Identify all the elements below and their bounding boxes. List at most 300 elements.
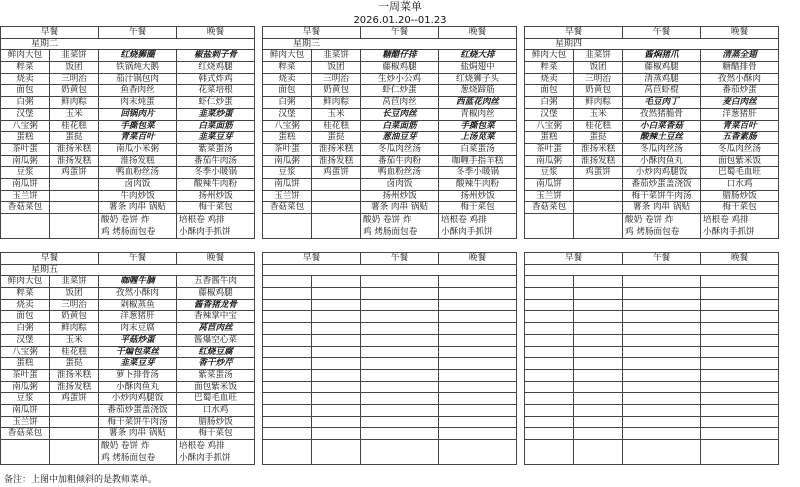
- breakfast-item: [312, 155, 361, 167]
- empty-cell: [263, 393, 312, 405]
- empty-cell: [263, 416, 312, 428]
- dinner-item-text: 香干炒芹: [198, 358, 233, 369]
- dinner-item: [439, 167, 517, 179]
- dinner-item-text: 巴蜀毛血旺: [718, 167, 762, 178]
- extra-line: 培根卷 鸡排: [441, 215, 487, 225]
- breakfast-item: [574, 97, 623, 109]
- spacer: [255, 27, 263, 39]
- dinner-item: [177, 85, 255, 97]
- extra-line: 酸奶 卷饼 炸: [101, 441, 150, 451]
- day-name-text: 星期四: [555, 38, 583, 49]
- empty-cell: [525, 346, 574, 358]
- breakfast-item: [312, 85, 361, 97]
- breakfast-item-text: 香菇菜包: [7, 428, 43, 439]
- breakfast-item-text: 蛋挞: [65, 132, 83, 143]
- food-row: [1, 288, 800, 300]
- spacer: [517, 108, 525, 120]
- empty-cell: [525, 288, 574, 300]
- spacer: [255, 346, 263, 358]
- lunch-item: [623, 97, 701, 109]
- breakfast-item-text: 饭团: [589, 62, 607, 73]
- dinner-item-text: 口水鸡: [202, 404, 229, 415]
- header-dinner: [701, 27, 779, 39]
- spacer: [255, 276, 263, 288]
- dinner-item: [177, 416, 255, 428]
- snack-dinner: [177, 214, 255, 239]
- breakfast-item-text: 淮扬发糕: [580, 155, 616, 166]
- breakfast-item-text: 玉兰饼: [12, 416, 38, 427]
- lunch-item: [361, 190, 439, 202]
- spacer: [255, 381, 263, 393]
- spacer: [255, 132, 263, 144]
- food-row: [1, 358, 800, 370]
- spacer: [255, 404, 263, 416]
- empty-cell: [701, 393, 779, 405]
- breakfast-item-text: 淮扬发糕: [318, 155, 354, 166]
- breakfast-item-text: 玉兰饼: [12, 190, 38, 201]
- breakfast-item-text: 南瓜粥: [536, 155, 562, 166]
- empty-cell: [263, 404, 312, 416]
- lunch-item: [99, 381, 177, 393]
- dinner-item: [439, 202, 517, 214]
- lunch-item-text: 卤肉饭: [124, 178, 151, 189]
- empty-cell: [439, 311, 517, 323]
- day-name: [1, 38, 255, 50]
- empty-cell: [525, 311, 574, 323]
- breakfast-item-text: 韭菜饼: [585, 50, 611, 61]
- breakfast-item: [312, 120, 361, 132]
- header-breakfast: [1, 27, 99, 39]
- lunch-item-text: 长豆肉丝: [382, 108, 417, 119]
- lunch-item-text: 干煸包菜丝: [116, 346, 159, 357]
- dinner-item: [177, 358, 255, 370]
- breakfast-item: [1, 108, 50, 120]
- empty-cell: [361, 323, 439, 335]
- breakfast-item-text: 香菇菜包: [7, 202, 43, 213]
- breakfast-item: [263, 97, 312, 109]
- spacer: [779, 97, 800, 109]
- breakfast-item: [1, 334, 50, 346]
- empty-cell: [439, 404, 517, 416]
- breakfast-item: [1, 73, 50, 85]
- breakfast-item: [263, 190, 312, 202]
- breakfast-item: [263, 85, 312, 97]
- breakfast-item-text: 蛋糕: [16, 358, 34, 369]
- spacer: [517, 132, 525, 144]
- header-lunch-text: 午餐: [390, 27, 409, 37]
- dinner-item-text: 冬瓜肉丝汤: [718, 143, 762, 154]
- spacer: [517, 393, 525, 405]
- breakfast-item: [50, 404, 99, 416]
- empty-cell: [623, 381, 701, 393]
- header-lunch-text: 午餐: [652, 253, 671, 263]
- empty-cell: [525, 334, 574, 346]
- lunch-item: [623, 132, 701, 144]
- header-dinner: [439, 253, 517, 265]
- empty-cell: [439, 416, 517, 428]
- breakfast-item: [312, 62, 361, 74]
- lunch-item: [99, 369, 177, 381]
- empty-cell: [361, 416, 439, 428]
- breakfast-item: [1, 50, 50, 62]
- empty-cell: [263, 428, 312, 440]
- empty-cell: [701, 428, 779, 440]
- lunch-item-text: 酸辣土豆丝: [640, 132, 684, 143]
- empty-cell: [701, 288, 779, 300]
- dinner-item: [177, 108, 255, 120]
- lunch-item: [623, 202, 701, 214]
- dinner-item: [439, 85, 517, 97]
- empty-cell: [623, 358, 701, 370]
- dinner-item: [177, 143, 255, 155]
- dinner-item: [701, 143, 779, 155]
- empty-cell: [525, 276, 574, 288]
- empty-cell: [623, 311, 701, 323]
- breakfast-item: [50, 143, 99, 155]
- header-lunch: [99, 253, 177, 265]
- lunch-item-text: 肉末炖蛋: [120, 97, 155, 108]
- empty-cell: [361, 393, 439, 405]
- empty-cell: [361, 381, 439, 393]
- empty-cell: [623, 393, 701, 405]
- empty-cell: [701, 404, 779, 416]
- spacer: [255, 428, 263, 440]
- lunch-item: [623, 143, 701, 155]
- dinner-item-text: 糖醋排骨: [722, 62, 757, 73]
- spacer: [517, 428, 525, 440]
- spacer: [779, 311, 800, 323]
- dinner-item: [439, 143, 517, 155]
- breakfast-item: [312, 97, 361, 109]
- empty-cell: [361, 299, 439, 311]
- spacer: [255, 253, 263, 265]
- empty-cell: [701, 276, 779, 288]
- breakfast-item: [525, 190, 574, 202]
- lunch-item-text: 番茄炒蛋盖浇饭: [631, 178, 692, 189]
- header-lunch-text: 午餐: [128, 27, 147, 37]
- empty-cell: [701, 358, 779, 370]
- spacer: [517, 253, 525, 265]
- empty-cell: [574, 416, 623, 428]
- dinner-item-text: 腊肠炒饭: [198, 416, 233, 427]
- lunch-item-text: 藤椒鸡腿: [382, 62, 417, 73]
- day-name: [263, 38, 517, 50]
- dinner-item-text: 孜然小酥肉: [718, 73, 762, 84]
- dinner-item-text: 五香素肠: [722, 132, 757, 143]
- spacer: [517, 358, 525, 370]
- breakfast-item-text: 鲜肉粽: [585, 97, 611, 108]
- breakfast-item: [50, 120, 99, 132]
- header-breakfast-text: 早餐: [564, 27, 583, 37]
- breakfast-item: [525, 73, 574, 85]
- spacer: [517, 120, 525, 132]
- extra-line: 小酥肉手抓饼: [441, 227, 493, 237]
- dinner-item: [701, 120, 779, 132]
- spacer: [255, 416, 263, 428]
- dinner-item: [177, 97, 255, 109]
- breakfast-item: [574, 62, 623, 74]
- spacer: [255, 358, 263, 370]
- breakfast-item: [525, 50, 574, 62]
- day-name-text: 星期三: [293, 38, 321, 49]
- food-row: [1, 190, 800, 202]
- lunch-item-text: 小炒肉鸡腿饭: [635, 167, 688, 178]
- lunch-item: [623, 120, 701, 132]
- empty-cell: [525, 358, 574, 370]
- lunch-item: [99, 299, 177, 311]
- header-breakfast: [263, 253, 361, 265]
- breakfast-item: [50, 393, 99, 405]
- empty-cell: [312, 369, 361, 381]
- lunch-item-text: 莴苣虾棍: [644, 85, 679, 96]
- empty-cell: [263, 346, 312, 358]
- breakfast-item: [263, 155, 312, 167]
- breakfast-item-text: 淮扬发糕: [56, 155, 92, 166]
- menu-table-week2: [0, 252, 800, 465]
- empty-cell: [312, 276, 361, 288]
- empty-cell: [574, 311, 623, 323]
- breakfast-item: [50, 190, 99, 202]
- empty-cell: [701, 416, 779, 428]
- dinner-item-text: 韩式炸鸡: [198, 73, 233, 84]
- empty-cell: [439, 440, 517, 465]
- empty-cell: [312, 428, 361, 440]
- food-row: [1, 381, 800, 393]
- breakfast-item-text: 豆浆: [540, 167, 558, 178]
- empty-cell: [525, 428, 574, 440]
- header-lunch: [99, 27, 177, 39]
- breakfast-item: [312, 73, 361, 85]
- empty-cell: [701, 299, 779, 311]
- breakfast-item: [312, 167, 361, 179]
- lunch-item: [99, 62, 177, 74]
- empty-cell: [361, 334, 439, 346]
- food-row: [1, 178, 800, 190]
- lunch-item: [99, 155, 177, 167]
- breakfast-item-text: 饭团: [327, 62, 345, 73]
- spacer: [779, 393, 800, 405]
- header-breakfast: [525, 27, 623, 39]
- spacer: [779, 358, 800, 370]
- spacer: [517, 299, 525, 311]
- snack-dinner: [701, 214, 779, 239]
- breakfast-item: [1, 97, 50, 109]
- empty-cell: [623, 323, 701, 335]
- breakfast-item-text: 八宝粥: [12, 120, 38, 131]
- dinner-item: [177, 393, 255, 405]
- spacer: [517, 190, 525, 202]
- empty-cell: [574, 393, 623, 405]
- empty-cell: [623, 440, 701, 465]
- breakfast-item: [1, 85, 50, 97]
- spacer: [517, 143, 525, 155]
- empty-cell: [361, 311, 439, 323]
- food-row: [1, 428, 800, 440]
- dinner-item-text: 红烧豆腐: [198, 346, 233, 357]
- empty-cell: [525, 381, 574, 393]
- lunch-item-text: 韭菜豆芽: [120, 358, 155, 369]
- header-dinner: [439, 27, 517, 39]
- dinner-item-text: 口水鸡: [726, 178, 753, 189]
- spacer: [779, 276, 800, 288]
- lunch-item-text: 鸭血粉丝汤: [116, 167, 159, 178]
- breakfast-item-text: 玉米: [327, 108, 345, 119]
- breakfast-item: [1, 167, 50, 179]
- dinner-item-text: 梅干菜包: [198, 202, 233, 213]
- spacer: [517, 323, 525, 335]
- dinner-item: [177, 120, 255, 132]
- breakfast-item: [525, 155, 574, 167]
- empty-cell: [312, 416, 361, 428]
- empty-cell: [701, 311, 779, 323]
- dinner-item: [177, 190, 255, 202]
- spacer: [255, 167, 263, 179]
- spacer: [779, 108, 800, 120]
- empty-cell: [312, 311, 361, 323]
- spacer: [255, 85, 263, 97]
- food-row: [1, 334, 800, 346]
- dinner-item-text: 扬州炒饭: [198, 190, 233, 201]
- breakfast-item-text: 茶叶蛋: [274, 143, 300, 154]
- spacer: [255, 50, 263, 62]
- dinner-item-text: 酱爆空心菜: [194, 334, 237, 345]
- breakfast-item: [574, 73, 623, 85]
- lunch-item: [361, 85, 439, 97]
- spacer: [517, 167, 525, 179]
- breakfast-item: [525, 132, 574, 144]
- spacer: [779, 85, 800, 97]
- breakfast-item-text: 粹菜: [16, 62, 34, 73]
- header-dinner-text: 晚餐: [468, 27, 487, 37]
- dinner-item: [701, 97, 779, 109]
- lunch-item-text: 番茄牛肉粉: [378, 155, 422, 166]
- dinner-item: [177, 276, 255, 288]
- empty-cell: [574, 381, 623, 393]
- breakfast-item: [312, 178, 361, 190]
- empty-cell: [263, 440, 312, 465]
- breakfast-item: [574, 108, 623, 120]
- header-dinner-text: 晚餐: [730, 27, 749, 37]
- empty-cell: [50, 214, 99, 239]
- spacer: [517, 381, 525, 393]
- breakfast-item-text: 茶叶蛋: [12, 369, 38, 380]
- empty-cell: [439, 276, 517, 288]
- empty-cell: [439, 428, 517, 440]
- breakfast-item-text: 豆浆: [278, 167, 296, 178]
- lunch-item-text: 冬瓜肉丝汤: [378, 143, 422, 154]
- spacer: [255, 190, 263, 202]
- spacer: [255, 214, 263, 239]
- food-row: [1, 132, 800, 144]
- spacer: [779, 27, 800, 39]
- spacer: [517, 50, 525, 62]
- dinner-item: [177, 50, 255, 62]
- spacer: [779, 178, 800, 190]
- breakfast-item: [50, 50, 99, 62]
- lunch-item-text: 孜然小酥肉: [116, 288, 159, 299]
- lunch-item-text: 薯条 肉串 锅贴: [633, 202, 691, 213]
- empty-cell: [623, 416, 701, 428]
- breakfast-item: [50, 299, 99, 311]
- breakfast-item: [50, 346, 99, 358]
- dinner-item-text: 葱烧蹄筋: [460, 85, 495, 96]
- spacer: [255, 323, 263, 335]
- extra-line: 鸡 烤肠面包卷: [101, 227, 156, 237]
- breakfast-item: [263, 108, 312, 120]
- spacer: [255, 202, 263, 214]
- dinner-item: [439, 108, 517, 120]
- breakfast-item-text: 南瓜粥: [12, 381, 38, 392]
- empty-cell: [623, 334, 701, 346]
- dinner-item-text: 巴蜀毛血旺: [194, 393, 237, 404]
- breakfast-item: [263, 120, 312, 132]
- breakfast-item-text: 三明治: [585, 73, 611, 84]
- lunch-item-text: 薯条 肉串 锅贴: [371, 202, 429, 213]
- breakfast-item-text: 三明治: [323, 73, 349, 84]
- lunch-item: [623, 155, 701, 167]
- breakfast-item-text: 鲜肉粽: [323, 97, 349, 108]
- spacer: [779, 428, 800, 440]
- breakfast-item: [50, 369, 99, 381]
- breakfast-item-text: 粹菜: [16, 288, 34, 299]
- breakfast-item: [525, 97, 574, 109]
- breakfast-item-text: 八宝粥: [536, 120, 562, 131]
- breakfast-item-text: 蛋挞: [589, 132, 607, 143]
- lunch-item-text: 番茄炒蛋盖浇饭: [107, 404, 168, 415]
- extra-line: 酸奶 卷饼 炸: [625, 215, 674, 225]
- breakfast-item-text: 白粥: [16, 323, 34, 334]
- lunch-item: [99, 190, 177, 202]
- breakfast-item: [312, 50, 361, 62]
- lunch-item-text: 梅干菜饼牛肉汤: [631, 190, 692, 201]
- dinner-item-text: 椒盐刺子骨: [194, 50, 237, 61]
- lunch-item: [99, 311, 177, 323]
- lunch-item: [361, 155, 439, 167]
- food-row: [1, 108, 800, 120]
- breakfast-item: [574, 178, 623, 190]
- dinner-item-text: 紫菜蛋汤: [198, 369, 233, 380]
- empty-cell: [525, 416, 574, 428]
- breakfast-item-text: 鲜肉大包: [7, 50, 43, 61]
- breakfast-item: [574, 143, 623, 155]
- spacer: [779, 404, 800, 416]
- snack-dinner: [439, 214, 517, 239]
- breakfast-item: [263, 62, 312, 74]
- breakfast-item-text: 淮扬发糕: [56, 381, 92, 392]
- breakfast-item-text: 韭菜饼: [323, 50, 349, 61]
- dinner-item-text: 红烧狮子头: [456, 73, 500, 84]
- breakfast-item: [263, 50, 312, 62]
- empty-cell: [574, 323, 623, 335]
- header-lunch-text: 午餐: [390, 253, 409, 263]
- empty-cell: [361, 428, 439, 440]
- breakfast-item-text: 粹菜: [540, 62, 558, 73]
- breakfast-item-text: 南瓜粥: [12, 155, 38, 166]
- breakfast-item-text: 八宝粥: [274, 120, 300, 131]
- breakfast-item: [1, 120, 50, 132]
- spacer: [255, 393, 263, 405]
- spacer: [517, 264, 525, 276]
- breakfast-item-text: 汉堡: [540, 108, 558, 119]
- page-title: 一周菜单: [378, 0, 422, 13]
- breakfast-item: [574, 120, 623, 132]
- extra-line: 酸奶 卷饼 炸: [363, 215, 412, 225]
- lunch-item: [99, 346, 177, 358]
- lunch-item: [361, 50, 439, 62]
- header-breakfast-text: 早餐: [302, 253, 321, 263]
- food-row: [1, 404, 800, 416]
- empty-cell: [574, 440, 623, 465]
